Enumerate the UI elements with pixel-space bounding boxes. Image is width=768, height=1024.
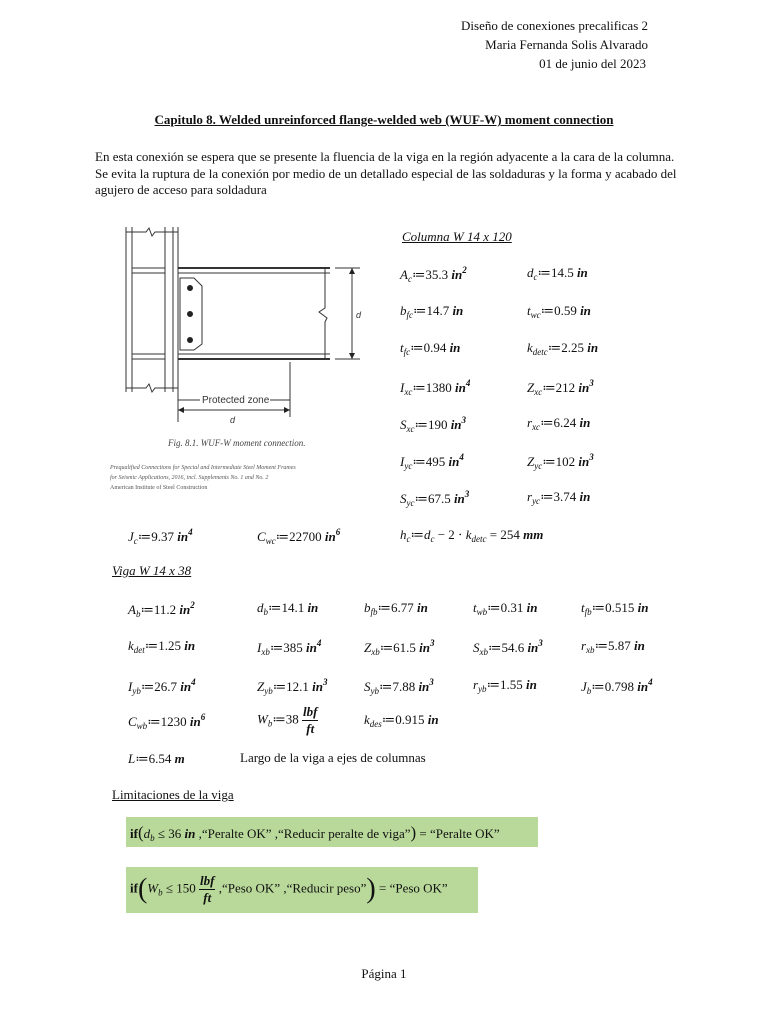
var-kdet: $k_{det}≔1.25$ in <box>128 638 196 655</box>
var-tfc: $t_{fc}≔0.94$ in <box>400 340 461 357</box>
protected-zone-label: Protected zone <box>202 395 270 406</box>
var-Zyb: $Z_{yb}≔12.1$ $in^3$ <box>257 677 328 696</box>
column-heading: Columna W 14 x 120 <box>402 229 512 244</box>
header-line-1: Diseño de conexiones precalificas 2 <box>461 18 648 33</box>
beam-heading: Viga W 14 x 38 <box>112 563 192 578</box>
var-Zxb: $Z_{xb}≔61.5$ $in^3$ <box>364 638 435 657</box>
var-Ab: $A_b≔11.2$ $in^2$ <box>128 600 195 619</box>
figure-credit-3: American Institute of Steel Construction <box>110 485 208 491</box>
var-kdetc: $k_{detc}≔2.25$ in <box>527 340 599 357</box>
weight-check-box <box>126 867 478 913</box>
figure-credit-2: for Seismic Applications, 2016, incl. Supplements No. 1 and No. 2 <box>110 475 269 481</box>
var-Syb: $S_{yb}≔7.88$ $in^3$ <box>364 677 434 696</box>
var-Wb: $W_b≔38$ $\frac{\text{lbf}}{ft}$ <box>257 704 318 736</box>
limits-heading: Limitaciones de la viga <box>112 787 234 802</box>
header-date: 01 de junio del 2023 <box>539 56 646 71</box>
var-rxc: $r_{xc}≔6.24$ in <box>527 415 591 432</box>
var-bfc: $b_{fc}≔14.7$ in <box>400 303 464 320</box>
weight-check-expr: $if(W_b \le 150$ $\frac{\text{lbf}}{ft}$ ,“Peso OK” ,“Reducir peso”) = “Peso OK” <box>130 873 448 905</box>
var-Zxc: $Z_{xc}≔212$ $in^3$ <box>527 378 594 397</box>
var-bfb: $b_{fb}≔6.77$ in <box>364 600 428 617</box>
var-Jb: $J_b≔0.798$ $in^4$ <box>581 677 653 696</box>
var-Sxb: $S_{xb}≔54.6$ $in^3$ <box>473 638 543 657</box>
var-ryb: $r_{yb}≔1.55$ in <box>473 677 537 694</box>
var-Zyc: $Z_{yc}≔102$ $in^3$ <box>527 452 594 471</box>
var-ryc: $r_{yc}≔3.74$ in <box>527 489 591 506</box>
dim-d-label: d <box>356 310 362 320</box>
var-db: $d_b≔14.1$ in <box>257 600 319 617</box>
L-description: Largo de la viga a ejes de columnas <box>240 750 426 765</box>
var-Syc: $S_{yc}≔67.5$ $in^3$ <box>400 489 470 508</box>
var-hc: $h_c≔d_c - 2 \cdot k_{detc} = 254$ mm <box>400 527 544 544</box>
var-Jc: $J_c≔9.37$ $in^4$ <box>128 527 193 546</box>
figure-credit-1: Prequalified Connections for Special and Intermediate Steel Moment Frames <box>110 465 296 471</box>
var-Ixb: $I_{xb}≔385$ $in^4$ <box>257 638 322 657</box>
dim-d-bottom-label: d <box>230 415 236 425</box>
var-tfb: $t_{fb}≔0.515$ in <box>581 600 649 617</box>
header-author: Maria Fernanda Solis Alvarado <box>485 37 648 52</box>
var-kdes: $k_{des}≔0.915$ in <box>364 712 439 729</box>
var-dc: $d_c≔14.5$ in <box>527 265 588 282</box>
depth-check-box <box>126 817 538 847</box>
var-Ac: $A_c≔35.3$ $in^2$ <box>400 265 467 284</box>
var-Ixc: $I_{xc}≔1380$ $in^4$ <box>400 378 471 397</box>
var-twc: $t_{wc}≔0.59$ in <box>527 303 591 320</box>
var-rxb: $r_{xb}≔5.87$ in <box>581 638 645 655</box>
var-Iyc: $I_{yc}≔495$ $in^4$ <box>400 452 464 471</box>
figure-caption: Fig. 8.1. WUF-W moment connection. <box>168 438 306 448</box>
intro-paragraph: En esta conexión se espera que se presente la fluencia de la viga en la región adyacente a la cara de la columna. Se evita la ruptura de la conexión por medio de un detallado especial de las soldaduras y la forma y acabado del agujero de acceso para soldadura <box>95 149 677 197</box>
connection-figure <box>110 222 370 494</box>
var-Iyb: $I_{yb}≔26.7$ $in^4$ <box>128 677 196 696</box>
chapter-title: Capitulo 8. Welded unreinforced flange-welded web (WUF-W) moment connection <box>154 112 614 127</box>
var-Cwb: $C_{wb}≔1230$ $in^6$ <box>128 712 206 731</box>
var-twb: $t_{wb}≔0.31$ in <box>473 600 538 617</box>
page-number: Página 1 <box>361 966 407 981</box>
var-L: L≔6.54 m <box>128 751 185 766</box>
var-Cwc: $C_{wc}≔22700$ $in^6$ <box>257 527 341 546</box>
wuf-w-diagram <box>110 222 370 494</box>
var-Sxc: $S_{xc}≔190$ $in^3$ <box>400 415 467 434</box>
depth-check-expr: $if(d_b \le 36$ in ,“Peralte OK” ,“Reducir peralte de viga”) = “Peralte OK” <box>130 823 500 843</box>
